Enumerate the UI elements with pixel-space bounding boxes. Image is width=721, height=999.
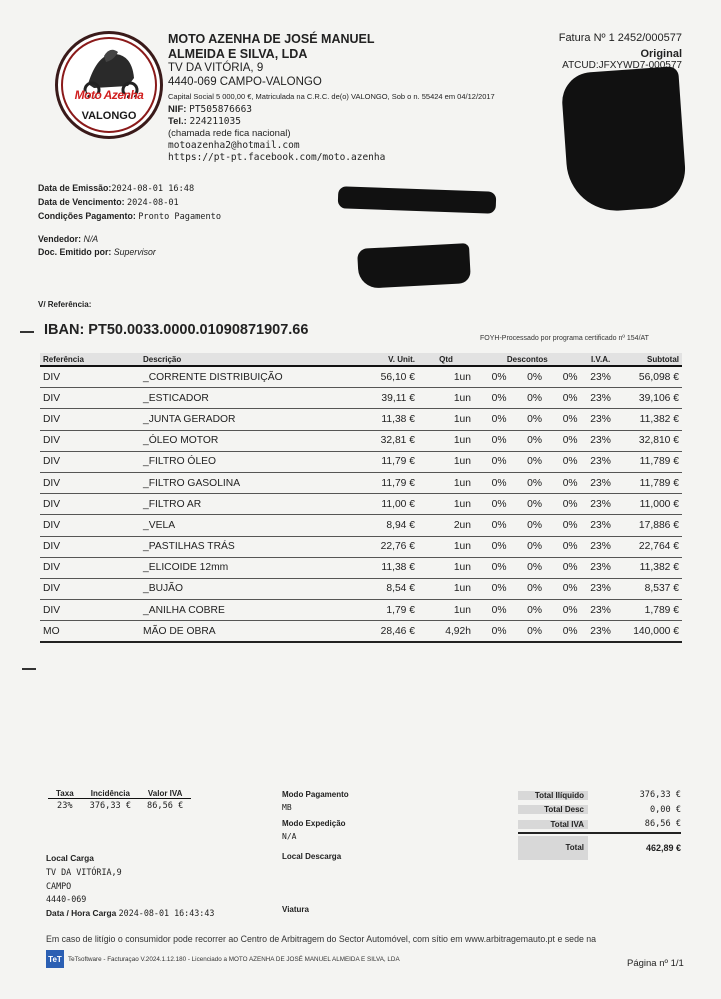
cell-unit: 1,79 € [342,600,418,621]
cell-qtd: 1un [418,494,474,515]
modo-expedicao-label: Modo Expedição [282,819,346,828]
cell-iva: 23% [581,388,621,409]
cell-d1: 0% [474,494,510,515]
tax-header-incidencia: Incidência [82,789,139,799]
company-web: https://pt-pt.facebook.com/moto.azenha [168,152,386,163]
cell-d3: 0% [545,451,581,472]
company-email: motoazenha2@hotmail.com [168,140,300,151]
cell-sub: 17,886 € [621,515,682,536]
cell-desc: _FILTRO AR [140,494,342,515]
cell-sub: 32,810 € [621,430,682,451]
iban: IBAN: PT50.0033.0000.01090871907.66 [44,322,309,338]
cell-ref: DIV [40,494,140,515]
cell-desc: _ANILHA COBRE [140,600,342,621]
col-iva: I.V.A. [581,353,621,366]
cell-d1: 0% [474,600,510,621]
cell-d2: 0% [510,578,546,599]
tel-label: Tel.: [168,116,187,127]
total-iliquido-value: 376,33 € [639,790,681,801]
local-descarga-label: Local Descarga [282,852,342,861]
cell-desc: _ESTICADOR [140,388,342,409]
modo-expedicao-value: N/A [282,831,297,841]
hora-carga-value: 2024-08-01 16:43:43 [118,908,215,919]
cell-d1: 0% [474,451,510,472]
vendedor-value: N/A [83,234,99,244]
cell-unit: 11,79 € [342,472,418,493]
cell-iva: 23% [581,536,621,557]
cell-qtd: 1un [418,536,474,557]
cell-sub: 39,106 € [621,388,682,409]
cell-desc: _CORRENTE DISTRIBUIÇÃO [140,366,342,388]
cell-desc: MÃO DE OBRA [140,621,342,643]
table-row [40,494,682,515]
local-carga-line3: 4440-069 [46,894,87,905]
cell-d2: 0% [510,536,546,557]
redaction-qr [560,66,687,214]
cell-unit: 8,54 € [342,578,418,599]
cell-d1: 0% [474,472,510,493]
software-license: TeTsoftware - Facturaçao V.2024.1.12.180 - Licenciado a MOTO AZENHA DE JOSÉ MANUEL ALMEIDA E SILVA, LDA [68,956,400,963]
tax-header-valor: Valor IVA [139,789,191,799]
cell-qtd: 1un [418,600,474,621]
cell-ref: DIV [40,557,140,578]
col-qtd: Qtd [418,353,474,366]
invoice-atcud: ATCUD:JFXYWD7-000577 [562,60,682,71]
table-row [40,409,682,430]
cell-d3: 0% [545,366,581,388]
cell-sub: 11,000 € [621,494,682,515]
emissao-value: 2024-08-01 16:48 [111,184,195,194]
cell-unit: 39,11 € [342,388,418,409]
emitido-value: Supervisor [113,247,156,257]
nif-label: NIF: [168,104,187,115]
cell-qtd: 4,92h [418,621,474,643]
company-address-line2: 4440-069 CAMPO-VALONGO [168,76,322,88]
table-row [40,366,682,388]
cell-ref: DIV [40,388,140,409]
cell-iva: 23% [581,578,621,599]
cell-qtd: 1un [418,409,474,430]
table-row [40,621,682,643]
table-row [40,578,682,599]
cell-desc: _JUNTA GERADOR [140,409,342,430]
cell-d2: 0% [510,494,546,515]
invoice-number: Fatura Nº 1 2452/000577 [558,32,682,44]
cell-d2: 0% [510,557,546,578]
cell-desc: _ÓLEO MOTOR [140,430,342,451]
cell-ref: DIV [40,430,140,451]
cell-d3: 0% [545,409,581,430]
cell-iva: 23% [581,494,621,515]
cell-unit: 28,46 € [342,621,418,643]
cell-sub: 140,000 € [621,621,682,643]
table-row [40,536,682,557]
cell-d3: 0% [545,515,581,536]
total-iva-label: Total IVA [518,820,588,829]
cell-desc: _PASTILHAS TRÁS [140,536,342,557]
cell-d1: 0% [474,515,510,536]
cell-ref: DIV [40,472,140,493]
cell-d3: 0% [545,430,581,451]
cell-d1: 0% [474,366,510,388]
cell-d1: 0% [474,557,510,578]
logo-subtext: VALONGO [81,110,137,122]
company-address-line1: TV DA VITÓRIA, 9 [168,62,264,74]
local-carga-line1: TV DA VITÓRIA,9 [46,866,122,877]
cell-iva: 23% [581,409,621,430]
invoice-original: Original [640,48,682,60]
table-row [40,388,682,409]
v-referencia-label: V/ Referência: [38,300,92,309]
company-logo [55,31,163,139]
cell-desc: _VELA [140,515,342,536]
cell-d2: 0% [510,409,546,430]
tel-note: (chamada rede fica nacional) [168,128,291,139]
cell-sub: 11,789 € [621,472,682,493]
local-carga [46,852,214,921]
cell-d3: 0% [545,578,581,599]
cell-d2: 0% [510,621,546,643]
local-carga-label: Local Carga [46,853,94,863]
cell-unit: 11,38 € [342,409,418,430]
cell-desc: _FILTRO GASOLINA [140,472,342,493]
litigio-notice: Em caso de litígio o consumidor pode recorrer ao Centro de Arbitragem do Sector Automóvel, com sítio em www.arbitragemauto.pt e sede na [46,934,597,944]
cell-desc: _FILTRO ÓLEO [140,451,342,472]
cell-qtd: 2un [418,515,474,536]
company-name-line1: MOTO AZENHA DE JOSÉ MANUEL [168,32,375,46]
company-info [168,32,548,164]
cell-unit: 32,81 € [342,430,418,451]
cell-d3: 0% [545,536,581,557]
tax-header-taxa: Taxa [48,789,82,799]
invoice-header [532,32,682,72]
cell-iva: 23% [581,621,621,643]
cell-desc: _ELICOIDE 12mm [140,557,342,578]
tel-value: 224211035 [189,116,241,127]
hora-carga-label: Data / Hora Carga [46,908,117,919]
cell-sub: 11,382 € [621,409,682,430]
items-table-header [40,353,682,366]
vencimento-label: Data de Vencimento: [38,197,125,207]
cell-ref: MO [40,621,140,643]
total-iliquido-label: Total Ilíquido [518,791,588,800]
vendedor-label: Vendedor: [38,234,82,244]
cell-desc: _BUJÃO [140,578,342,599]
nif-value: PT505876663 [189,104,253,115]
cell-d1: 0% [474,388,510,409]
cell-ref: DIV [40,536,140,557]
tax-taxa: 23% [57,801,73,811]
cell-unit: 56,10 € [342,366,418,388]
cell-iva: 23% [581,451,621,472]
table-row [40,515,682,536]
fold-mark-middle [22,668,36,670]
cell-sub: 56,098 € [621,366,682,388]
col-descricao: Descrição [140,353,342,366]
modo-pagamento-label: Modo Pagamento [282,790,349,799]
cell-ref: DIV [40,515,140,536]
cell-sub: 22,764 € [621,536,682,557]
cell-d1: 0% [474,430,510,451]
cell-ref: DIV [40,409,140,430]
items-table [40,353,682,643]
total-desc-label: Total Desc [518,805,588,814]
table-row [40,451,682,472]
modo-pagamento-value: MB [282,802,292,812]
cell-d2: 0% [510,451,546,472]
redaction-client-name [338,186,497,214]
cell-d2: 0% [510,472,546,493]
cell-unit: 11,38 € [342,557,418,578]
cell-d1: 0% [474,409,510,430]
cell-qtd: 1un [418,366,474,388]
total-label: Total [518,836,588,860]
col-vunit: V. Unit. [342,353,418,366]
company-name-line2: ALMEIDA E SILVA, LDA [168,46,308,61]
col-subtotal: Subtotal [621,353,682,366]
cell-ref: DIV [40,578,140,599]
total-iva-value: 86,56 € [644,819,681,830]
cell-qtd: 1un [418,451,474,472]
cell-qtd: 1un [418,472,474,493]
cell-d2: 0% [510,366,546,388]
viatura-label: Viatura [282,905,309,914]
cell-sub: 11,789 € [621,451,682,472]
cell-d3: 0% [545,621,581,643]
cell-unit: 8,94 € [342,515,418,536]
cell-d3: 0% [545,494,581,515]
cell-d3: 0% [545,388,581,409]
document-meta [38,182,221,259]
emissao-label: Data de Emissão: [38,183,112,193]
cell-ref: DIV [40,451,140,472]
cell-d2: 0% [510,600,546,621]
tax-incidencia: 376,33 € [89,801,132,811]
tax-valor: 86,56 € [147,801,184,811]
page-number: Página nº 1/1 [627,958,684,969]
certification-note: FOYH-Processado por programa certificado nº 154/AT [480,335,649,342]
condicoes-label: Condições Pagamento: [38,211,136,221]
tax-summary [48,789,191,813]
tetsoftware-logo: TeT [46,950,64,968]
cell-unit: 22,76 € [342,536,418,557]
local-carga-line2: CAMPO [46,880,72,891]
cell-iva: 23% [581,600,621,621]
payment-info [282,789,349,843]
cell-qtd: 1un [418,430,474,451]
cell-sub: 11,382 € [621,557,682,578]
total-value: 462,89 € [645,842,681,853]
table-row [40,600,682,621]
cell-unit: 11,00 € [342,494,418,515]
totals-box [518,788,681,860]
cell-qtd: 1un [418,578,474,599]
cell-d3: 0% [545,472,581,493]
cell-sub: 8,537 € [621,578,682,599]
table-row [40,472,682,493]
cell-iva: 23% [581,430,621,451]
company-capital: Capital Social 5 000,00 €, Matriculada na C.R.C. de(o) VALONGO, Sob o n. 55424 em 04/12/2017 [168,92,495,101]
table-row [40,430,682,451]
cell-qtd: 1un [418,388,474,409]
redaction-client-address [357,243,471,289]
cell-iva: 23% [581,515,621,536]
cell-ref: DIV [40,366,140,388]
col-descontos: Descontos [474,353,581,366]
cell-iva: 23% [581,557,621,578]
col-referencia: Referência [40,353,140,366]
cell-ref: DIV [40,600,140,621]
cell-d2: 0% [510,430,546,451]
vencimento-value: 2024-08-01 [126,198,179,208]
condicoes-value: Pronto Pagamento [138,212,222,222]
cell-d3: 0% [545,557,581,578]
cell-d1: 0% [474,536,510,557]
cell-d1: 0% [474,621,510,643]
table-row [40,557,682,578]
cell-iva: 23% [581,472,621,493]
cell-d3: 0% [545,600,581,621]
total-desc-value: 0,00 € [649,804,681,815]
cell-sub: 1,789 € [621,600,682,621]
logo-text: Moto Azenha [74,88,144,102]
cell-d2: 0% [510,515,546,536]
cell-unit: 11,79 € [342,451,418,472]
emitido-label: Doc. Emitido por: [38,247,112,257]
fold-mark-top [20,331,34,333]
cell-d2: 0% [510,388,546,409]
cell-qtd: 1un [418,557,474,578]
cell-d1: 0% [474,578,510,599]
cell-iva: 23% [581,366,621,388]
